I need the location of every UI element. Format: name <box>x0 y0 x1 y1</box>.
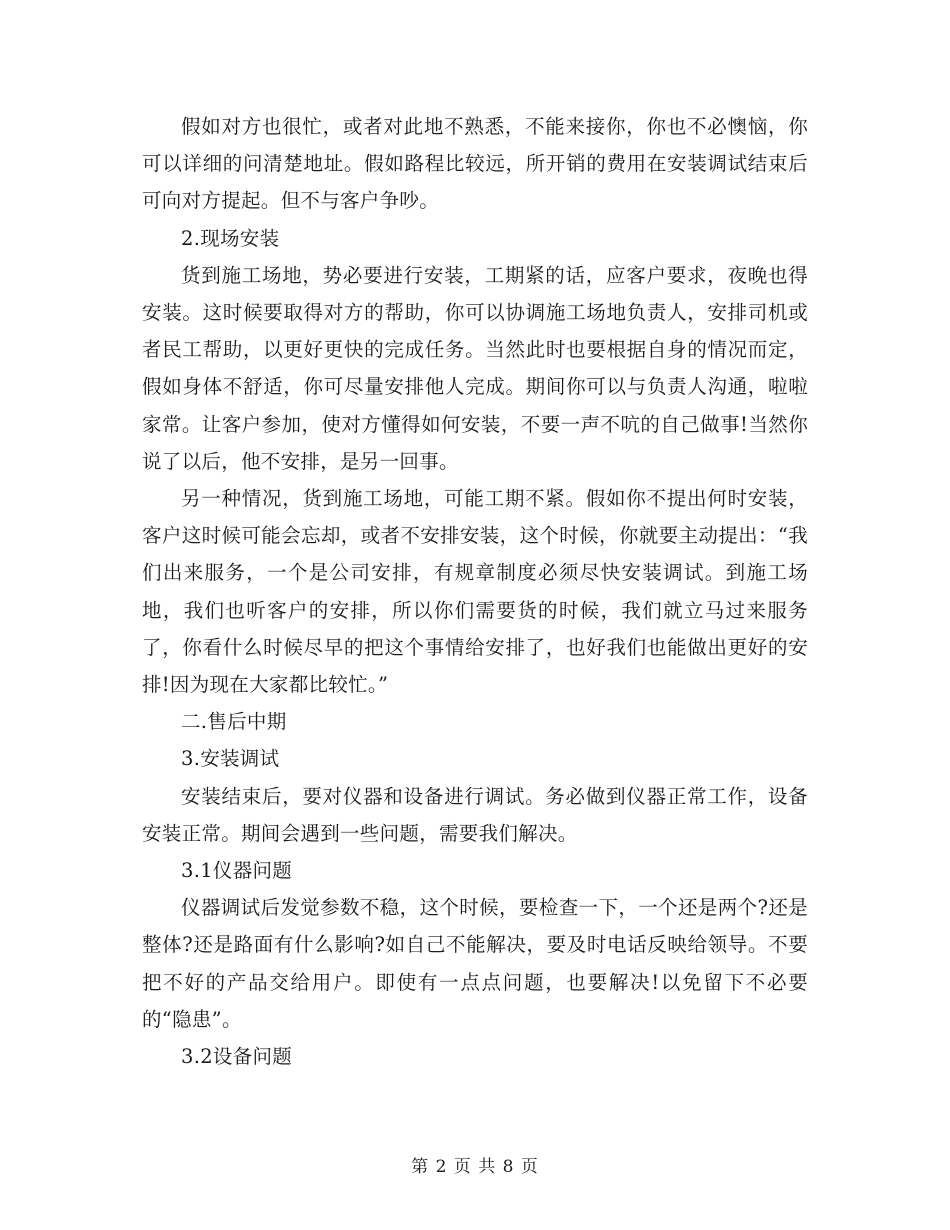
paragraph-instrument-problems: 仪器调试后发觉参数不稳，这个时候，要检查一下，一个还是两个?还是整体?还是路面有什么影响?如自己不能解决，要及时电话反映给领导。不要把不好的产品交给用户。即使有一点点问题，也要解决!以免留下不必要的“隐患”。 <box>142 896 808 1031</box>
heading-instrument-problems: 3.1仪器问题 <box>181 859 293 883</box>
heading-onsite-installation: 2.现场安装 <box>181 226 280 250</box>
heading-installation-debugging: 3.安装调试 <box>181 747 280 771</box>
paragraph-pickup-address: 假如对方也很忙，或者对此地不熟悉，不能来接你，你也不必懊恼，你可以详细的问清楚地址。假如路程比较远，所开销的费用在安装调试结束后可向对方提起。但不与客户争吵。 <box>142 115 808 213</box>
paragraph-debugging: 安装结束后，要对仪器和设备进行调试。务必做到仪器正常工作，设备安装正常。期间会遇到一些问题，需要我们解决。 <box>142 784 808 845</box>
paragraph-installation-help: 货到施工场地，势必要进行安装，工期紧的话，应客户要求，夜晚也得安装。这时候要取得对方的帮助，你可以协调施工场地负责人，安排司机或者民工帮助，以更好更快的完成任务。当然此时也要根据自身的情况而定，假如身体不舒适，你可尽量安排他人完成。期间你可以与负责人沟通，啦啦家常。让客户参加，使对方懂得如何安装，不要一声不吭的自己做事!当然你说了以后，他不安排，是另一回事。 <box>142 263 808 473</box>
page-number-footer: 第 2 页 共 8 页 <box>411 1157 539 1177</box>
heading-equipment-problems: 3.2设备问题 <box>181 1045 293 1069</box>
heading-after-sales-middle: 二.售后中期 <box>181 710 287 734</box>
paragraph-schedule-installation: 另一种情况，货到施工场地，可能工期不紧。假如你不提出何时安装，客户这时候可能会忘却，或者不安排安装，这个时候，你就要主动提出：“我们出来服务，一个是公司安排，有规章制度必须尽快安装调试。到施工场地，我们也听客户的安排，所以你们需要货的时候，我们就立马过来服务了，你看什么时候尽早的把这个事情给安排了，也好我们也能做出更好的安排!因为现在大家都比较忙。” <box>142 487 808 697</box>
document-body <box>142 108 808 1075</box>
